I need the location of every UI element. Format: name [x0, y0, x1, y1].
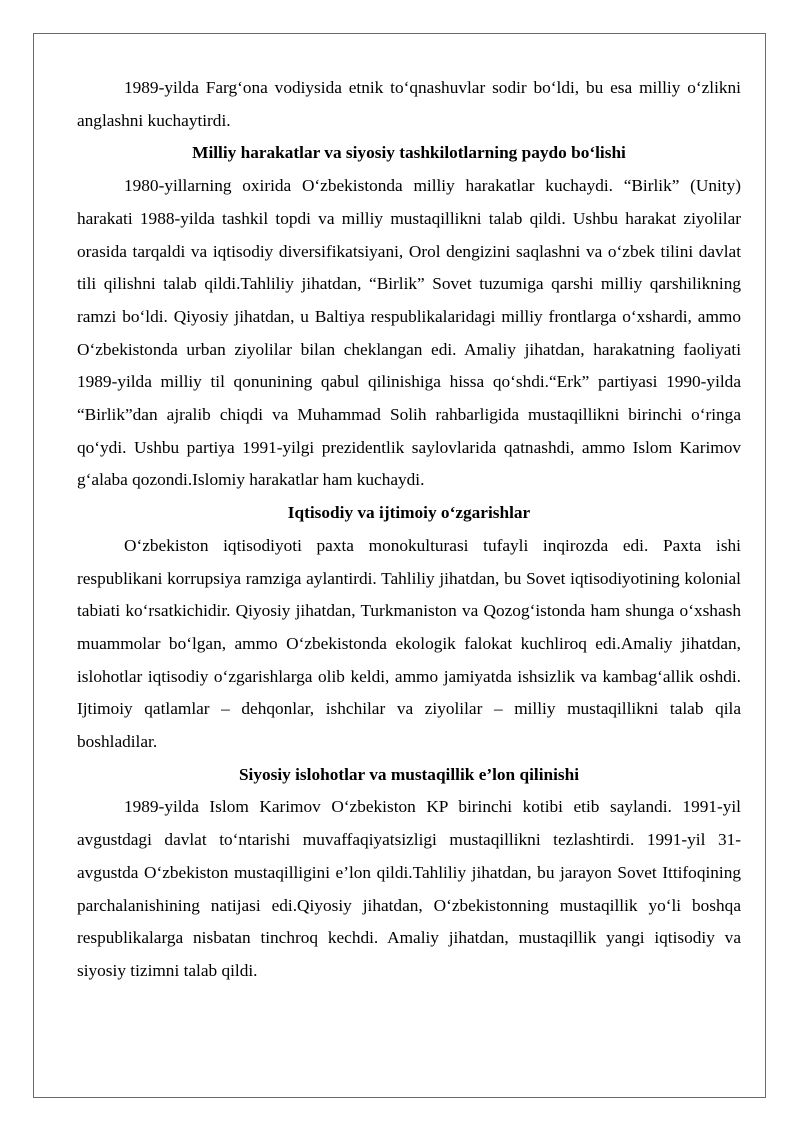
section-paragraph-economic-social-changes: O‘zbekiston iqtisodiyoti paxta monokulturasi tufayli inqirozda edi. Paxta ishi respublikani korrupsiya ramziga aylantirdi. Tahliliy jihatdan, bu Sovet iqtisodiyotining kolonial tabiati ko‘rsatkichidir. Qiyosiy jihatdan, Turkmaniston va Qozog‘istonda ham shunga o‘xshash muammolar bo‘lgan, ammo O‘zbekistonda ekologik falokat kuchliroq edi.Amaliy jihatdan, islohotlar iqtisodiy o‘zgarishlarga olib keldi, ammo jamiyatda ishsizlik va kambag‘allik oshdi. Ijtimoiy qatlamlar – dehqonlar, ishchilar va ziyolilar – milliy mustaqillikni talab qila boshladilar. — [77, 535, 741, 752]
section-heading-national-movements: Milliy harakatlar va siyosiy tashkilotlarning paydo bo‘lishi — [192, 143, 626, 163]
section-heading-economic-social-changes: Iqtisodiy va ijtimoiy o‘zgarishlar — [287, 503, 531, 523]
section-paragraph-national-movements: 1980-yillarning oxirida O‘zbekistonda milliy harakatlar kuchaydi. “Birlik” (Unity) harakati 1988-yilda tashkil topdi va milliy mustaqillikni talab qildi. Ushbu harakat ziyolilar orasida tarqaldi va iqtisodiy diversifikatsiyani, Orol dengizini saqlashni va o‘zbek tilini davlat tili qilishni talab qildi.Tahliliy jihatdan, “Birlik” Sovet tuzumiga qarshi milliy qarshilikning ramzi bo‘ldi. Qiyosiy jihatdan, u Baltiya respublikalaridagi milliy frontlarga o‘xshardi, ammo O‘zbekistonda urban ziyolilar bilan cheklangan edi. Amaliy jihatdan, harakatning faoliyati 1989-yilda milliy til qonunining qabul qilinishiga hissa qo‘shdi.“Erk” partiyasi 1990-yilda “Birlik”dan ajralib chiqdi va Muhammad Solih rahbarligida mustaqillikni birinchi o‘ringa qo‘ydi. Ushbu partiya 1991-yilgi prezidentlik saylovlarida qatnashdi, ammo Islom Karimov g‘alaba qozondi.Islomiy harakatlar ham kuchaydi. — [77, 176, 741, 490]
document-body — [77, 72, 741, 988]
intro-paragraph: 1989-yilda Farg‘ona vodiysida etnik to‘qnashuvlar sodir bo‘ldi, bu esa milliy o‘zlikni anglashni kuchaytirdi. — [77, 78, 741, 130]
section-paragraph-political-reforms-independence: 1989-yilda Islom Karimov O‘zbekiston KP birinchi kotibi etib saylandi. 1991-yil avgustdagi davlat to‘ntarishi muvaffaqiyatsizligi mustaqillikni tezlashtirdi. 1991-yil 31-avgustda O‘zbekiston mustaqilligini e’lon qildi.Tahliliy jihatdan, bu jarayon Sovet Ittifoqining parchalanishining natijasi edi.Qiyosiy jihatdan, O‘zbekistonning mustaqillik yo‘li boshqa respublikalarga nisbatan tinchroq kechdi. Amaliy jihatdan, mustaqillik yangi iqtisodiy va siyosiy tizimni talab qildi. — [77, 797, 741, 980]
section-heading-political-reforms-independence: Siyosiy islohotlar va mustaqillik e’lon qilinishi — [238, 764, 580, 784]
